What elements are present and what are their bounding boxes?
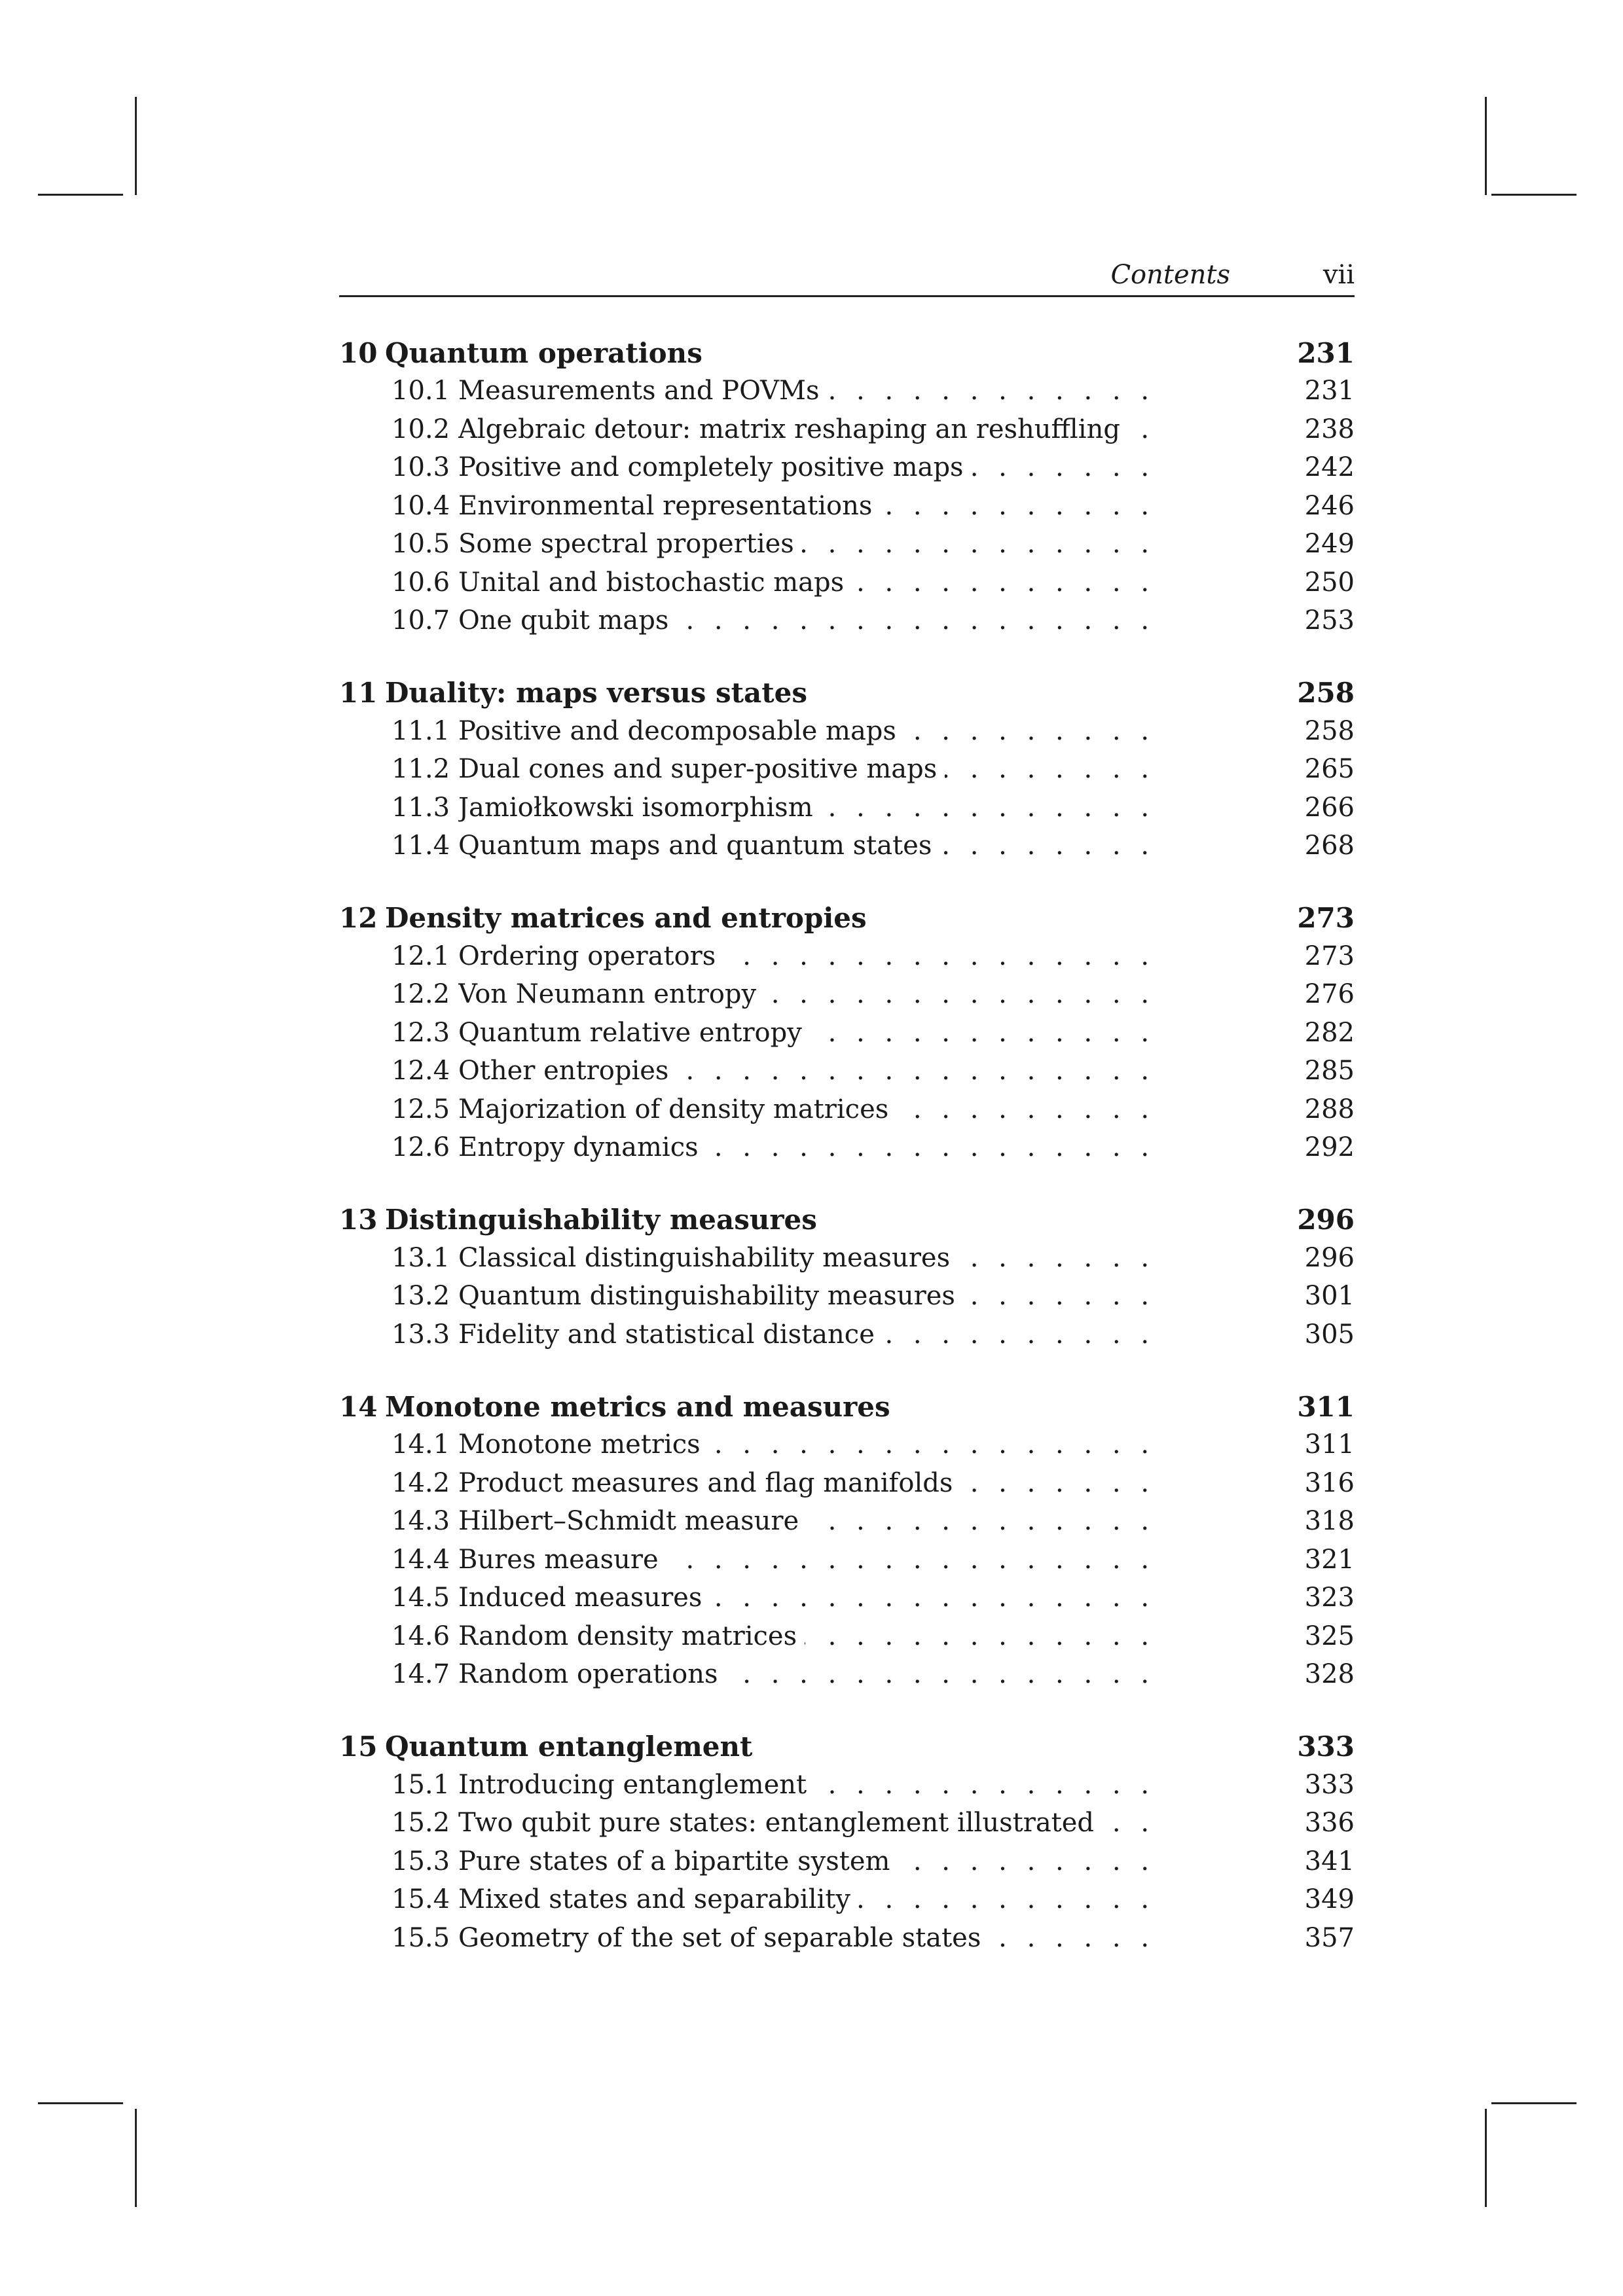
- section-title: Geometry of the set of separable states: [458, 1923, 989, 1953]
- chapter-entry[interactable]: [339, 1728, 1355, 1766]
- section-title-with-leader: [458, 1319, 1171, 1350]
- section-entry[interactable]: [339, 1128, 1355, 1167]
- section-page-number: 282: [1304, 1017, 1355, 1048]
- section-number: 14.7: [392, 1659, 450, 1690]
- section-title: Positive and completely positive maps: [458, 452, 972, 482]
- section-number: 12.2: [392, 979, 450, 1010]
- crop-mark-top-left-vertical: [135, 97, 137, 195]
- section-title: Product measures and flag manifolds: [458, 1468, 960, 1498]
- section-entry[interactable]: [339, 525, 1355, 564]
- section-page-number: 323: [1304, 1583, 1355, 1613]
- chapter-title: Distinguishability measures: [385, 1204, 817, 1236]
- section-number: 14.4: [392, 1544, 450, 1575]
- crop-mark-top-right-vertical: [1485, 97, 1487, 195]
- chapter-title: Quantum entanglement: [385, 1731, 753, 1763]
- section-number: 10.6: [392, 567, 450, 598]
- chapter-entry[interactable]: [339, 674, 1355, 712]
- chapter-number: 15: [339, 1731, 378, 1763]
- section-page-number: 273: [1304, 941, 1355, 971]
- section-title-with-leader: [458, 1846, 1171, 1876]
- section-title-with-leader: [458, 452, 1171, 482]
- section-title: Introducing entanglement: [458, 1770, 814, 1800]
- crop-mark-bottom-left-horizontal: [38, 2102, 123, 2104]
- page-number: vii: [1322, 260, 1355, 290]
- chapter-block: [339, 674, 1355, 865]
- section-title: Environmental representations: [458, 491, 880, 521]
- section-title-with-leader: [458, 1243, 1171, 1273]
- section-entry[interactable]: [339, 1014, 1355, 1052]
- section-page-number: 266: [1304, 792, 1355, 823]
- crop-mark-bottom-right-horizontal: [1491, 2102, 1577, 2104]
- section-title: Random operations: [458, 1659, 726, 1689]
- section-number: 11.2: [392, 754, 450, 785]
- section-title-with-leader: [458, 1583, 1171, 1613]
- section-page-number: 325: [1304, 1621, 1355, 1651]
- chapter-entry[interactable]: [339, 334, 1355, 372]
- running-title: Contents: [1110, 260, 1230, 290]
- section-number: 12.3: [392, 1017, 450, 1048]
- chapter-number: 14: [339, 1390, 378, 1423]
- section-page-number: 341: [1304, 1846, 1355, 1876]
- section-page-number: 268: [1304, 831, 1355, 861]
- section-number: 13.3: [392, 1319, 450, 1350]
- section-title-with-leader: [458, 1132, 1171, 1162]
- chapter-block: [339, 1388, 1355, 1694]
- section-entry[interactable]: [339, 1919, 1355, 1958]
- section-number: 14.1: [392, 1429, 450, 1460]
- crop-mark-bottom-right-vertical: [1485, 2109, 1487, 2207]
- section-page-number: 265: [1304, 754, 1355, 785]
- section-entry[interactable]: [339, 410, 1355, 449]
- section-page-number: 328: [1304, 1659, 1355, 1690]
- section-title-with-leader: [458, 605, 1171, 636]
- section-entry[interactable]: [339, 448, 1355, 487]
- section-title: Quantum distinguishability measures: [458, 1281, 963, 1311]
- section-page-number: 321: [1304, 1544, 1355, 1575]
- section-title: Von Neumann entropy: [458, 979, 764, 1009]
- section-page-number: 305: [1304, 1319, 1355, 1350]
- section-title: Mixed states and separability: [458, 1884, 858, 1914]
- chapter-block: [339, 1728, 1355, 1958]
- section-title-with-leader: [458, 716, 1171, 746]
- section-number: 14.6: [392, 1621, 450, 1651]
- section-title-with-leader: [458, 1884, 1171, 1914]
- section-title-with-leader: [458, 1545, 1171, 1575]
- chapter-page-number: 231: [1297, 336, 1355, 369]
- section-number: 15.2: [392, 1808, 450, 1839]
- crop-mark-top-left-horizontal: [38, 194, 123, 196]
- section-number: 10.1: [392, 376, 450, 406]
- chapter-number: 11: [339, 677, 378, 709]
- chapter-title: Duality: maps versus states: [385, 677, 808, 709]
- section-title-with-leader: [458, 1094, 1171, 1124]
- section-number: 11.1: [392, 715, 450, 746]
- section-title: Quantum relative entropy: [458, 1018, 810, 1048]
- section-entry[interactable]: [339, 1464, 1355, 1503]
- section-entry[interactable]: [339, 1502, 1355, 1541]
- crop-mark-top-right-horizontal: [1491, 194, 1577, 196]
- section-title: Measurements and POVMs: [458, 376, 828, 406]
- table-of-contents: [339, 334, 1355, 1991]
- section-page-number: 292: [1304, 1132, 1355, 1163]
- section-entry[interactable]: [339, 712, 1355, 751]
- section-entry[interactable]: [339, 1426, 1355, 1464]
- section-title: Fidelity and statistical distance: [458, 1319, 883, 1350]
- chapter-number: 13: [339, 1204, 378, 1236]
- section-page-number: 258: [1304, 715, 1355, 746]
- section-entry[interactable]: [339, 1239, 1355, 1278]
- section-entry[interactable]: [339, 1541, 1355, 1579]
- section-entry[interactable]: [339, 1617, 1355, 1656]
- chapter-page-number: 258: [1297, 677, 1355, 709]
- section-title-with-leader: [458, 941, 1171, 971]
- section-title: One qubit maps: [458, 605, 676, 636]
- section-page-number: 238: [1304, 414, 1355, 444]
- section-number: 11.3: [392, 792, 450, 823]
- chapter-title: Quantum operations: [385, 336, 702, 369]
- section-number: 10.4: [392, 490, 450, 521]
- section-page-number: 250: [1304, 567, 1355, 598]
- section-number: 15.1: [392, 1769, 450, 1800]
- section-entry[interactable]: [339, 601, 1355, 640]
- section-entry[interactable]: [339, 1052, 1355, 1090]
- section-page-number: 246: [1304, 490, 1355, 521]
- chapter-block: [339, 899, 1355, 1167]
- chapter-entry[interactable]: [339, 1201, 1355, 1239]
- section-title-with-leader: [458, 1468, 1171, 1498]
- chapter-number: 12: [339, 902, 378, 934]
- section-entry[interactable]: [339, 1579, 1355, 1617]
- crop-mark-bottom-left-vertical: [135, 2109, 137, 2207]
- section-number: 10.2: [392, 414, 450, 444]
- section-number: 12.5: [392, 1094, 450, 1124]
- section-number: 11.4: [392, 831, 450, 861]
- section-entry[interactable]: [339, 1842, 1355, 1881]
- section-page-number: 349: [1304, 1884, 1355, 1915]
- section-title: Monotone metrics: [458, 1429, 708, 1460]
- section-title-with-leader: [458, 831, 1171, 861]
- section-number: 12.4: [392, 1056, 450, 1086]
- section-title-with-leader: [458, 529, 1171, 559]
- section-entry[interactable]: [339, 975, 1355, 1014]
- section-title-with-leader: [458, 1923, 1171, 1953]
- section-page-number: 336: [1304, 1808, 1355, 1839]
- chapter-number: 10: [339, 336, 378, 369]
- section-title: Positive and decomposable maps: [458, 716, 904, 746]
- section-page-number: 301: [1304, 1281, 1355, 1312]
- section-entry[interactable]: [339, 372, 1355, 410]
- chapter-block: [339, 1201, 1355, 1354]
- section-number: 14.5: [392, 1583, 450, 1613]
- section-number: 15.3: [392, 1846, 450, 1876]
- section-title-with-leader: [458, 1659, 1171, 1689]
- chapter-block: [339, 334, 1355, 640]
- chapter-entry[interactable]: [339, 1388, 1355, 1426]
- section-title-with-leader: [458, 979, 1171, 1009]
- section-title-with-leader: [458, 1808, 1171, 1838]
- section-title: Induced measures: [458, 1583, 710, 1613]
- section-page-number: 316: [1304, 1467, 1355, 1498]
- section-title: Two qubit pure states: entanglement illustrated: [458, 1808, 1102, 1838]
- section-entry[interactable]: [339, 487, 1355, 526]
- section-entry[interactable]: [339, 750, 1355, 789]
- section-title: Quantum maps and quantum states: [458, 831, 939, 861]
- section-entry[interactable]: [339, 1316, 1355, 1354]
- section-title: Majorization of density matrices: [458, 1094, 896, 1124]
- section-title-with-leader: [458, 793, 1171, 823]
- section-title: Pure states of a bipartite system: [458, 1846, 898, 1876]
- section-entry[interactable]: [339, 564, 1355, 602]
- chapter-entry[interactable]: [339, 899, 1355, 937]
- section-page-number: 318: [1304, 1506, 1355, 1537]
- section-number: 14.2: [392, 1467, 450, 1498]
- section-number: 13.1: [392, 1242, 450, 1273]
- section-title-with-leader: [458, 1429, 1171, 1460]
- section-number: 14.3: [392, 1506, 450, 1537]
- section-title: Bures measure: [458, 1545, 666, 1575]
- section-page-number: 285: [1304, 1056, 1355, 1086]
- section-entry[interactable]: [339, 827, 1355, 865]
- section-page-number: 253: [1304, 605, 1355, 636]
- section-title: Jamiołkowski isomorphism: [458, 793, 821, 823]
- section-number: 10.3: [392, 452, 450, 483]
- section-title: Dual cones and super-positive maps: [458, 754, 945, 784]
- section-title: Classical distinguishability measures: [458, 1243, 958, 1273]
- section-title-with-leader: [458, 1506, 1171, 1536]
- chapter-page-number: 296: [1297, 1204, 1355, 1236]
- page-header: [339, 255, 1355, 297]
- section-entry[interactable]: [339, 1090, 1355, 1129]
- section-page-number: 276: [1304, 979, 1355, 1010]
- section-title: Ordering operators: [458, 941, 723, 971]
- chapter-page-number: 311: [1297, 1390, 1355, 1423]
- section-number: 10.5: [392, 529, 450, 560]
- section-title: Unital and bistochastic maps: [458, 567, 852, 598]
- chapter-page-number: 273: [1297, 902, 1355, 934]
- section-number: 15.5: [392, 1922, 450, 1953]
- section-page-number: 288: [1304, 1094, 1355, 1124]
- section-entry[interactable]: [339, 1655, 1355, 1694]
- section-title: Hilbert–Schmidt measure: [458, 1506, 807, 1536]
- section-number: 15.4: [392, 1884, 450, 1915]
- section-title-with-leader: [458, 1621, 1171, 1651]
- section-title-with-leader: [458, 491, 1171, 521]
- section-title-with-leader: [458, 567, 1171, 598]
- section-page-number: 242: [1304, 452, 1355, 483]
- section-title: Random density matrices: [458, 1621, 805, 1651]
- section-title-with-leader: [458, 1281, 1171, 1311]
- section-title-with-leader: [458, 1770, 1171, 1800]
- section-entry[interactable]: [339, 1277, 1355, 1316]
- section-title-with-leader: [458, 376, 1171, 406]
- section-page-number: 311: [1304, 1429, 1355, 1460]
- section-entry[interactable]: [339, 1804, 1355, 1842]
- section-page-number: 249: [1304, 529, 1355, 560]
- chapter-title: Monotone metrics and measures: [385, 1390, 890, 1423]
- section-title: Entropy dynamics: [458, 1132, 706, 1162]
- section-page-number: 296: [1304, 1242, 1355, 1273]
- section-title-with-leader: [458, 1018, 1171, 1048]
- section-number: 13.2: [392, 1281, 450, 1312]
- section-page-number: 231: [1304, 376, 1355, 406]
- section-title: Some spectral properties: [458, 529, 802, 559]
- chapter-page-number: 333: [1297, 1731, 1355, 1763]
- section-title: Algebraic detour: matrix reshaping an reshuffling: [458, 414, 1128, 444]
- section-title-with-leader: [458, 1056, 1171, 1086]
- section-entry[interactable]: [339, 1880, 1355, 1919]
- chapter-title: Density matrices and entropies: [385, 902, 867, 934]
- section-number: 10.7: [392, 605, 450, 636]
- section-entry[interactable]: [339, 937, 1355, 976]
- section-page-number: 357: [1304, 1922, 1355, 1953]
- section-number: 12.1: [392, 941, 450, 971]
- section-entry[interactable]: [339, 1766, 1355, 1804]
- section-title-with-leader: [458, 754, 1171, 784]
- section-title: Other entropies: [458, 1056, 676, 1086]
- section-entry[interactable]: [339, 789, 1355, 827]
- section-number: 12.6: [392, 1132, 450, 1163]
- section-page-number: 333: [1304, 1769, 1355, 1800]
- section-title-with-leader: [458, 414, 1171, 444]
